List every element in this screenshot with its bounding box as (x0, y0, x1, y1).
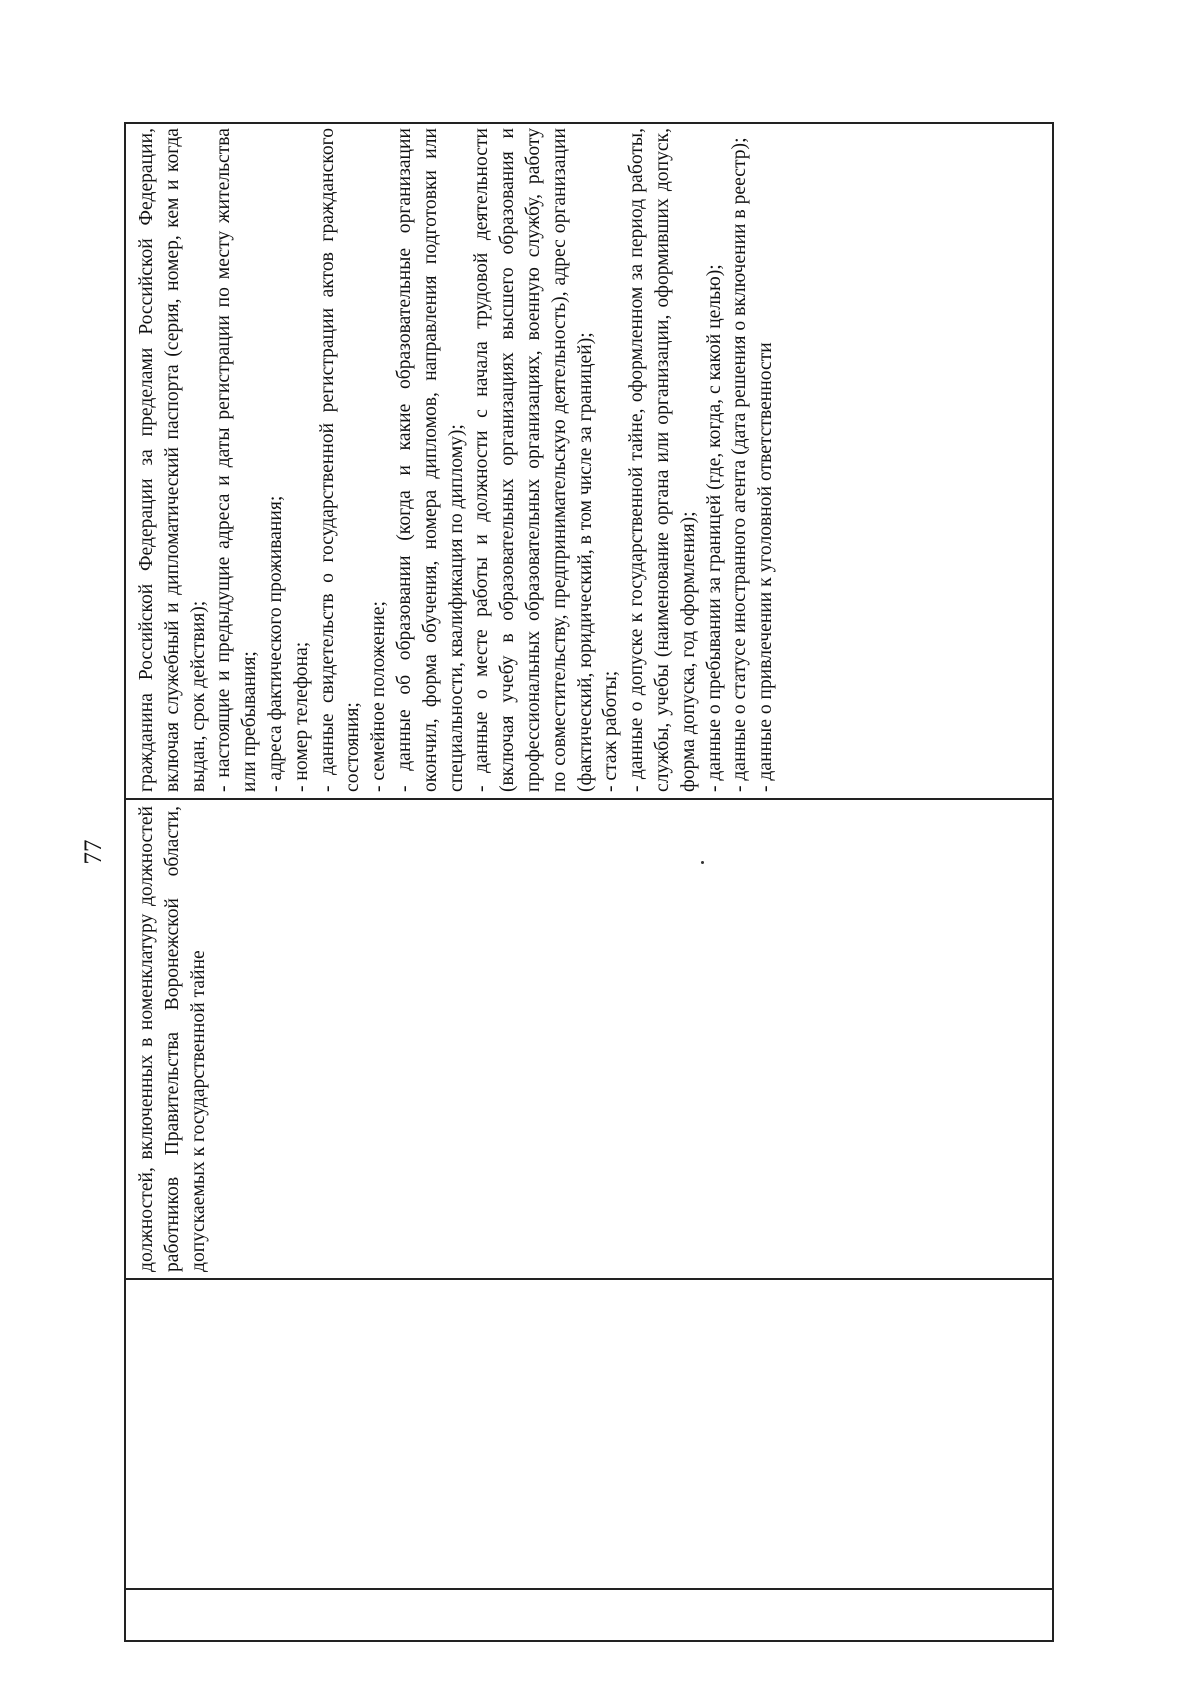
list-item: - данные о пребывании за границей (где, когда, с какой целью); (703, 264, 725, 792)
table-cell-empty (126, 1280, 1052, 1590)
table-cell-positions (126, 800, 1052, 1280)
list-item: - адреса фактического проживания; (264, 495, 286, 792)
list-item: - данные свидетельств о государственной регистрации актов гражданского состояния; (316, 128, 364, 792)
list-item: - настоящие и предыдущие адреса и даты регистрации по месту жительства или пребывания; (213, 128, 261, 792)
list-item: - данные о допуске к государственной тайне, оформленном за период работы, службы, учебы (наименование органа или организации, оформивших допуск, форма допуска, год оформления); (626, 128, 699, 792)
list-item: - данные о привлечении к уголовной ответственности (755, 342, 777, 792)
data-table (124, 122, 1054, 1642)
list-item: - данные о статусе иностранного агента (дата решения о включении в реестр); (729, 137, 751, 792)
table-cell-data-list (126, 122, 1052, 800)
stray-dot (701, 861, 704, 864)
positions-text: должностей, включенных в номенклатуру должностей работников Правительства Воронежской области, допускаемых к государственной тайне (136, 806, 209, 1272)
table-cell-index (126, 1590, 1052, 1640)
list-item: - стаж работы; (600, 670, 622, 792)
list-item: - данные о месте работы и должности с начала трудовой деятельности (включая учебу в образовательных организациях высшего образования и профессиональных образовательных организациях, военную службу, работу по совместительству, предпринимательскую деятельность), адрес организации (фактический, юридический, в том числе за границей); (471, 128, 596, 792)
list-item: - данные об образовании (когда и какие образовательные организации окончил, форма обучения, номера дипломов, направления подготовки или специальности, квалификация по диплому); (393, 128, 467, 792)
page-number: 77 (80, 839, 107, 865)
list-item: - номер телефона; (290, 641, 312, 792)
list-item: - семейное положение; (368, 601, 390, 792)
list-item: гражданина Российской Федерации за пределами Российской Федерации, включая служебный и дипломатический паспорта (серия, номер, кем и когда выдан, срок действия); (136, 128, 209, 792)
